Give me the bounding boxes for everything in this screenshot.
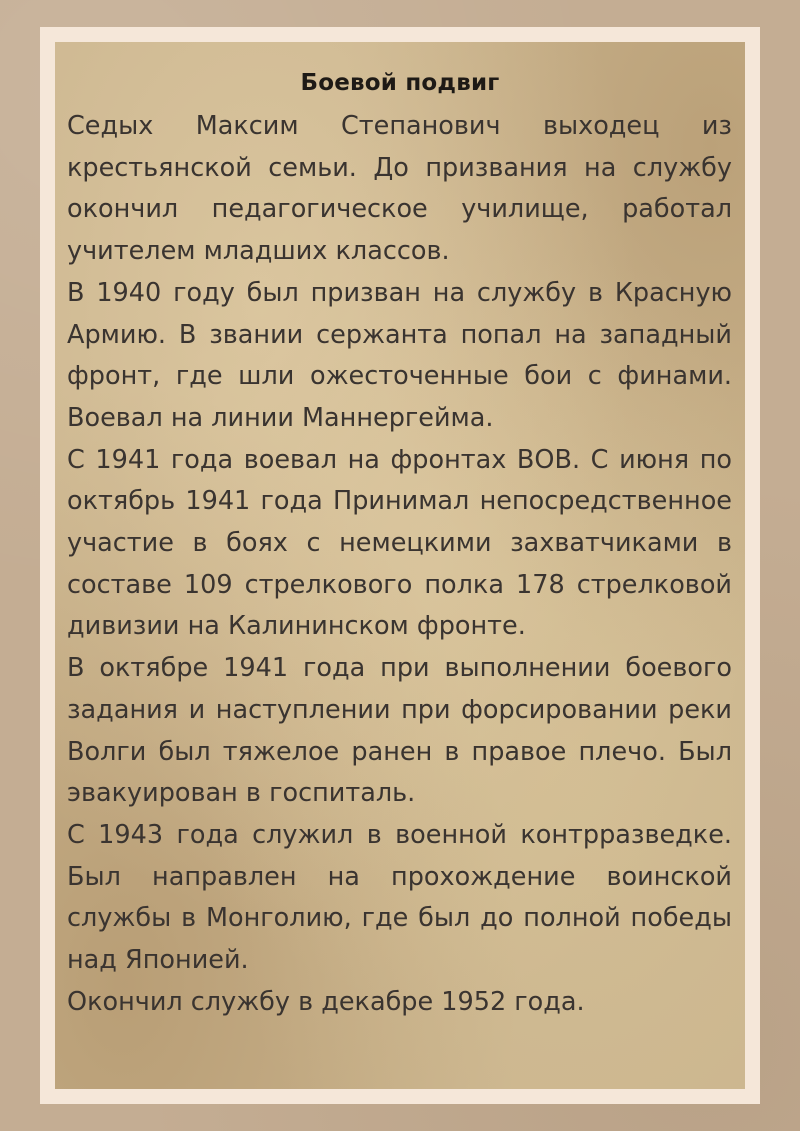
paragraph-ww2-front: С 1941 года воевал на фронтах ВОВ. С июня по октябрь 1941 года Принимал непосредственное участие в боях с немецкими захватчиками в составе 109 стрелкового полка 178 стрелковой дивизии на Калининском фронте.	[67, 444, 732, 642]
aged-paper-panel	[55, 42, 745, 1089]
paragraph-service-end: Окончил службу в декабре 1952 года.	[67, 986, 585, 1017]
document-title: Боевой подвиг	[300, 70, 500, 96]
paragraph-origin: Седых Максим Степанович выходец из крестьянской семьи. До призвания на службу окончил педагогическое училище, работал учителем младших классов.	[67, 111, 732, 267]
paragraph-conscription: В 1940 году был призван на службу в Красную Армию. В звании сержанта попал на западный фронт, где шли ожесточенные бои с финами. Воевал на линии Маннергейма.	[67, 277, 732, 433]
document-body	[67, 106, 732, 1023]
paragraph-counterintelligence: С 1943 года служил в военной контрразведке. Был направлен на прохождение воинской службы в Монголию, где был до полной победы над Японией.	[67, 819, 732, 976]
paragraph-wounded: В октябре 1941 года при выполнении боевого задания и наступлении при форсировании реки Волги был тяжелое ранен в правое плечо. Был эвакуирован в госпиталь.	[67, 653, 732, 809]
